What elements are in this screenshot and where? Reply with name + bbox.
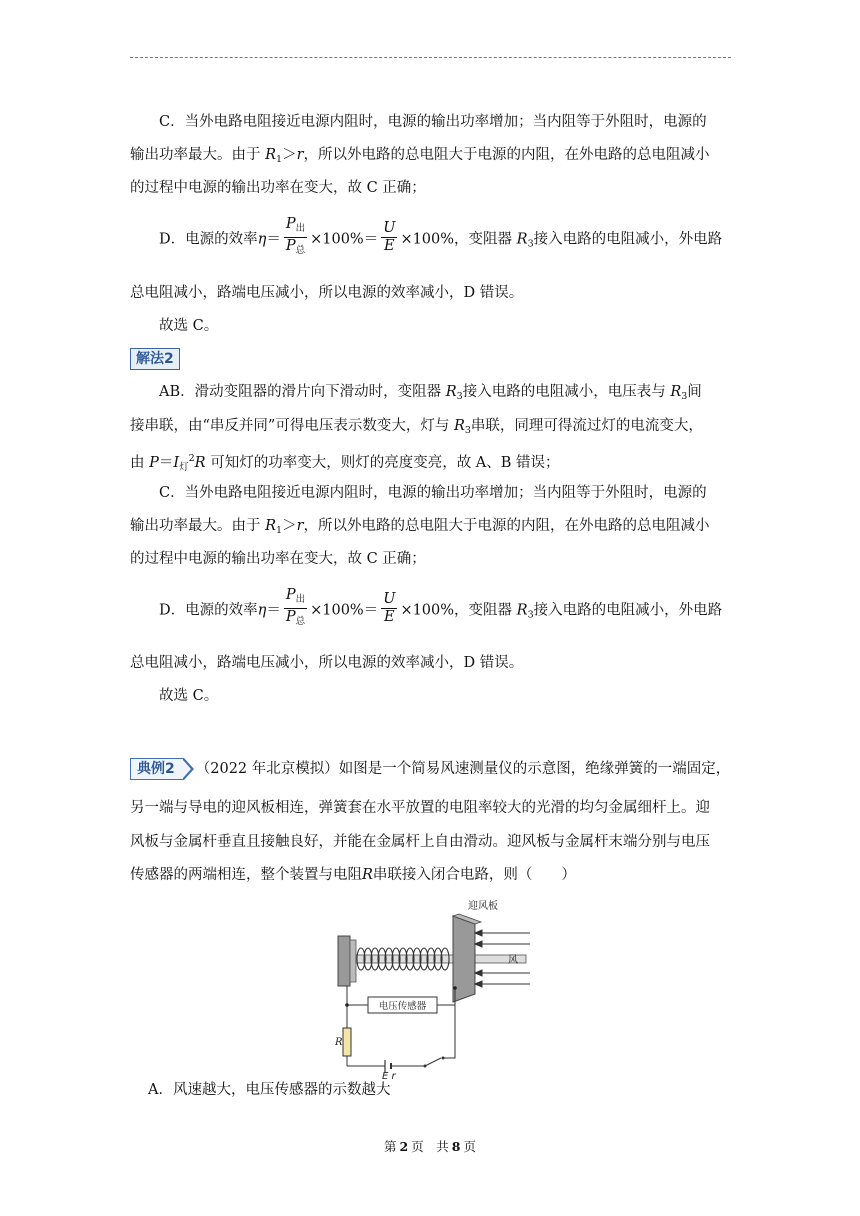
- method2-tag: 解法2: [130, 348, 180, 370]
- fixed-wall: [338, 936, 350, 986]
- example2-tag: 典例2: [130, 758, 184, 780]
- example2-line2: 另一端与导电的迎风板相连，弹簧套在水平放置的电阻率较大的光滑的均匀金属细杆上。迎: [130, 800, 710, 816]
- resistor-label: R: [335, 1037, 343, 1048]
- source-label: E r: [382, 1071, 396, 1082]
- sol1-answer: 故选 C。: [159, 318, 219, 334]
- example2-line4: 传感器的两端相连，整个装置与电阻R串联接入闭合电路，则（ ）: [130, 867, 576, 883]
- sensor-label: 电压传感器: [378, 1001, 427, 1012]
- sol1-option-d-line2: 总电阻减小，路端电压减小，所以电源的效率减小，D 错误。: [130, 285, 524, 301]
- page-footer: 第 2 页 共 8 页: [384, 1139, 476, 1154]
- sol1-option-d-formula: D．电源的效率η＝ $\frac{P_出}{P_总}$ ×100%＝ $\frac{U}{E}$ ×100%，变阻器 $R_3$接入电路的电阻减小，外电路: [130, 218, 731, 265]
- sol2-option-c-line3: 的过程中电源的输出功率在变大，故 C 正确；: [130, 551, 426, 567]
- resistor-r: [343, 1028, 351, 1056]
- fraction-power: $\frac{P_出}{P_总}$: [285, 587, 306, 627]
- board-label: 迎风板: [468, 901, 498, 912]
- fraction-voltage: $\frac{U}{E}$: [383, 220, 396, 254]
- sol1-option-c-line3: 的过程中电源的输出功率在变大，故 C 正确；: [130, 180, 426, 196]
- sol2-answer: 故选 C。: [159, 688, 219, 704]
- sol2-option-ab-line1: AB．滑动变阻器的滑片向下滑动时，变阻器 $R_3$接入电路的电阻减小，电压表与 $R_3$间: [159, 384, 702, 402]
- sol2-option-ab-line2: 接串联，由“串反并同”可得电压表示数变大，灯与 $R_3$串联，同理可得流过灯的电流变大，: [130, 418, 703, 436]
- sol2-option-c-line2: 输出功率最大。由于 $R_1>r$，所以外电路的总电阻大于电源的内阻，在外电路的总电阻减小: [130, 518, 710, 536]
- sol1-option-c-line1: C．当外电路电阻接近电源内阻时，电源的输出功率增加；当内阻等于外阻时，电源的: [159, 114, 707, 130]
- fraction-voltage: $\frac{U}{E}$: [383, 591, 396, 625]
- sol1-option-c-line2: 输出功率最大。由于 $R_1>r$，所以外电路的总电阻大于电源的内阻，在外电路的总电阻减小: [130, 147, 710, 165]
- example2-option-a: A．风速越大，电压传感器的示数越大: [148, 1082, 391, 1098]
- sol2-heading: [130, 348, 731, 370]
- sol2-option-ab-line3: 由 $P=I_灯^2R$ 可知灯的功率变大，则灯的亮度变亮，故 A、B 错误；: [130, 453, 560, 473]
- example2-line3: 风板与金属杆垂直且接触良好，并能在金属杆上自由滑动。迎风板与金属杆末端分别与电压: [130, 834, 710, 850]
- sol2-option-d-line2: 总电阻减小，路端电压减小，所以电源的效率减小，D 错误。: [130, 655, 524, 671]
- fraction-power: $\frac{P_出}{P_总}$: [285, 216, 306, 256]
- example2-line1: 典例2 （2022 年北京模拟）如图是一个简易风速测量仪的示意图，绝缘弹簧的一端固定，: [130, 758, 731, 780]
- sol2-option-c-line1: C．当外电路电阻接近电源内阻时，电源的输出功率增加；当内阻等于外阻时，电源的: [159, 485, 707, 501]
- switch: [425, 1058, 441, 1066]
- sol2-option-d-formula: D．电源的效率η＝ $\frac{P_出}{P_总}$ ×100%＝ $\frac{U}{E}$ ×100%，变阻器 $R_3$接入电路的电阻减小，外电路: [130, 589, 731, 636]
- wind-label: 风: [508, 955, 518, 966]
- header-rule: [130, 57, 731, 58]
- wind-meter-diagram: [335, 898, 535, 1073]
